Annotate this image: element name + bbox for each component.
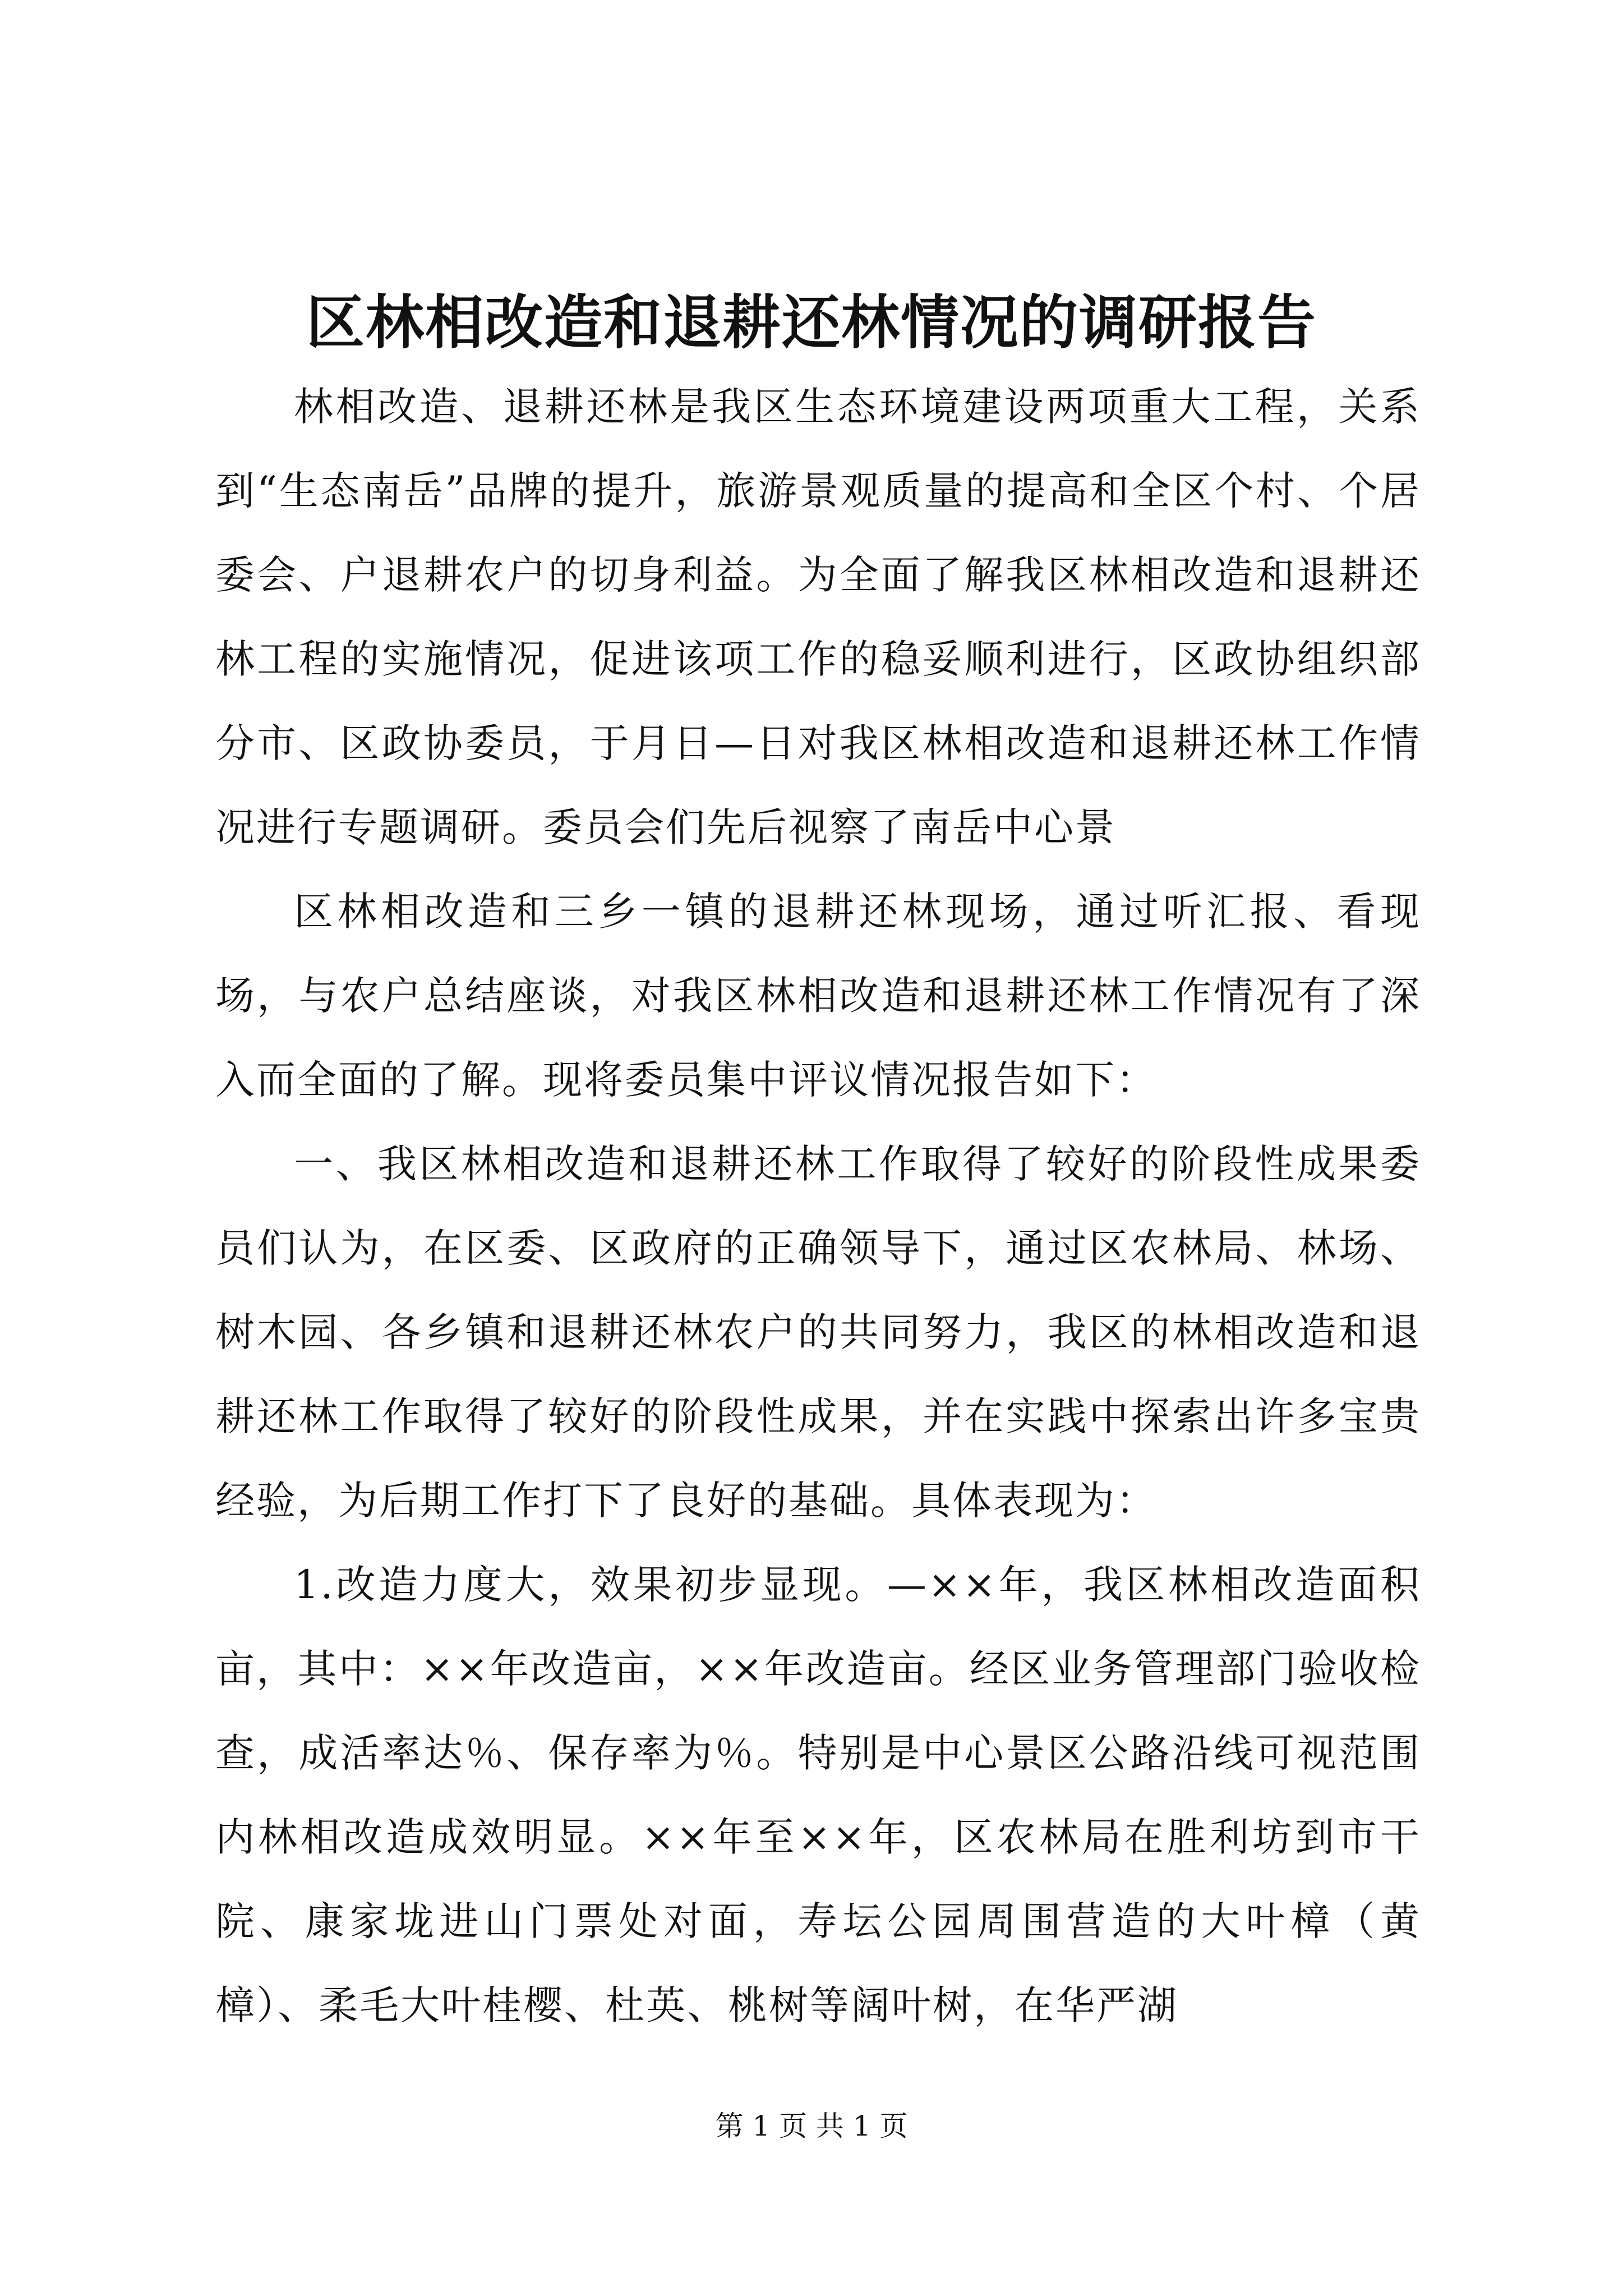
paragraph-point-one: 1.改造力度大，效果初步显现。—××年，我区林相改造面积亩，其中：××年改造亩，××年改造亩。经区业务管理部门验收检查，成活率达％、保存率为％。特别是中心景区公路沿线可视范围内林相改造成效明显。××年至××年，区农林局在胜利坊到市干院、康家垅进山门票处对面，寿坛公园周围营造的大叶樟（黄樟）、柔毛大叶桂樱、杜英、桃树等阔叶树，在华严湖 (215, 1562, 1421, 2028)
page-footer: 第 1 页 共 1 页 (715, 2110, 908, 2142)
document-title: 区林相改造和退耕还林情况的调研报告 (306, 288, 1317, 357)
document-body (215, 365, 1421, 2047)
paragraph-inspection: 区林相改造和三乡一镇的退耕还林现场，通过听汇报、看现场，与农户总结座谈，对我区林相改造和退耕还林工作情况有了深入而全面的了解。现将委员集中评议情况报告如下： (215, 889, 1421, 1103)
paragraph-intro: 林相改造、退耕还林是我区生态环境建设两项重大工程，关系到“生态南岳”品牌的提升，旅游景观质量的提高和全区个村、个居委会、户退耕农户的切身利益。为全面了解我区林相改造和退耕还林工程的实施情况，促进该项工作的稳妥顺利进行，区政协组织部分市、区政协委员，于月日—日对我区林相改造和退耕还林工作情况进行专题调研。委员会们先后视察了南岳中心景 (215, 384, 1421, 850)
paragraph-section-one: 一、我区林相改造和退耕还林工作取得了较好的阶段性成果委员们认为，在区委、区政府的正确领导下，通过区农林局、林场、树木园、各乡镇和退耕还林农户的共同努力，我区的林相改造和退耕还林工作取得了较好的阶段性成果，并在实践中探索出许多宝贵经验，为后期工作打下了良好的基础。具体表现为： (215, 1141, 1421, 1524)
